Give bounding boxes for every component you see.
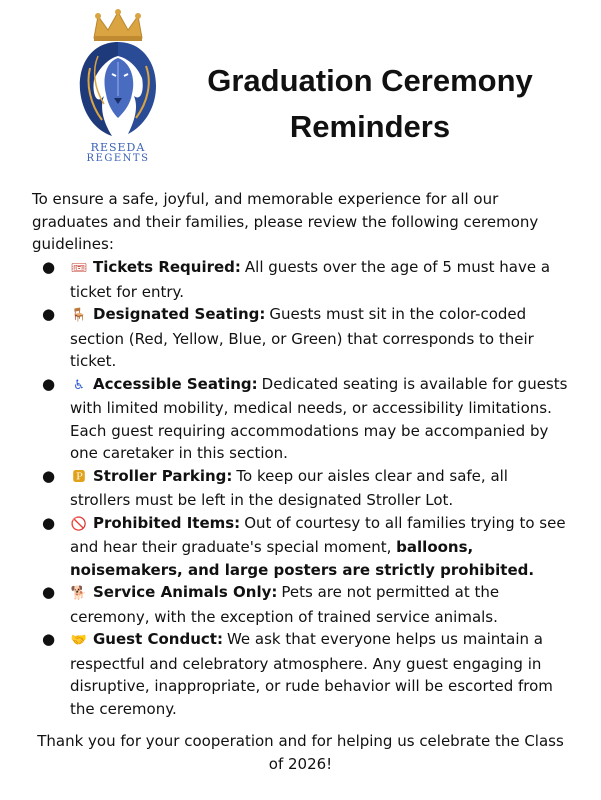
rule-title: Stroller Parking:	[93, 466, 233, 485]
page-title-line2: Reminders	[289, 109, 451, 144]
closing-message: Thank you for your cooperation and for helping us celebrate the Class of 2026!	[37, 732, 564, 773]
rule-title: Designated Seating:	[93, 305, 266, 323]
rule-item-tickets	[32, 256, 572, 303]
lion-crown-logo	[72, 8, 164, 163]
rule-item-prohibited	[32, 512, 572, 582]
rule-text: All guests over the age of 5 must have a ticket for entry.	[70, 258, 551, 301]
bullet: ●	[42, 630, 56, 648]
rules-list	[32, 256, 572, 720]
rule-title: Guest Conduct:	[93, 630, 223, 648]
header	[0, 0, 601, 170]
logo-text-line1: RESEDA	[90, 141, 146, 154]
bullet: ●	[42, 513, 56, 532]
bullet: ●	[42, 305, 56, 323]
rule-title: Accessible Seating:	[93, 374, 258, 393]
wheelchair-icon: ♿	[73, 377, 85, 393]
rule-item-accessible	[32, 373, 572, 465]
rule-text: Dedicated seating is available for guests with limited mobility, medical needs, or accessibility limitations. Each guest requiring accommodations may be accompanied by one caretaker in this section.	[70, 374, 568, 462]
rule-title: Service Animals Only:	[93, 583, 278, 601]
rule-text: Pets are not permitted at the ceremony, with the exception of trained service animals.	[70, 583, 500, 626]
bullet: ●	[42, 583, 56, 601]
rule-text: We ask that everyone helps us maintain a respectful and celebratory atmosphere. Any guest engaging in disruptive, inappropriate, or rude behavior will be escorted from the ceremony.	[70, 630, 553, 718]
rule-bold-text: balloons, noisemakers, and large posters are strictly prohibited.	[70, 538, 535, 579]
handshake-icon: 🤝	[70, 633, 88, 648]
rule-title: Tickets Required:	[93, 258, 241, 276]
page-title-line1: Graduation Ceremony	[207, 63, 533, 98]
bullet: ●	[42, 374, 56, 393]
chair-icon: 🪑	[70, 308, 88, 323]
ticket-icon: 🎟	[70, 261, 88, 276]
parking-icon: 🅿	[72, 469, 86, 485]
lion-crown-icon	[72, 8, 164, 140]
service-dog-icon: 🐕	[70, 586, 88, 601]
page-title	[170, 58, 570, 150]
bullet: ●	[42, 258, 56, 276]
rule-item-service-animals	[32, 581, 572, 628]
intro-paragraph: To ensure a safe, joyful, and memorable experience for all our graduates and their families, please review the following ceremony guidelines:	[32, 190, 539, 253]
rule-item-stroller	[32, 465, 572, 512]
rule-text: Out of courtesy to all families trying to see and hear their graduate's special moment,	[70, 513, 566, 556]
rule-item-seating	[32, 303, 572, 373]
rule-title: Prohibited Items:	[93, 513, 241, 532]
rule-text: Guests must sit in the color-coded section (Red, Yellow, Blue, or Green) that corresponds to their ticket.	[70, 305, 534, 370]
prohibited-icon: 🚫	[70, 516, 88, 532]
rule-text: To keep our aisles clear and safe, all strollers must be left in the designated Stroller Lot.	[70, 466, 508, 509]
bullet: ●	[42, 466, 56, 485]
rule-item-conduct	[32, 628, 572, 720]
logo-text-line2: REGENTS	[86, 153, 150, 164]
